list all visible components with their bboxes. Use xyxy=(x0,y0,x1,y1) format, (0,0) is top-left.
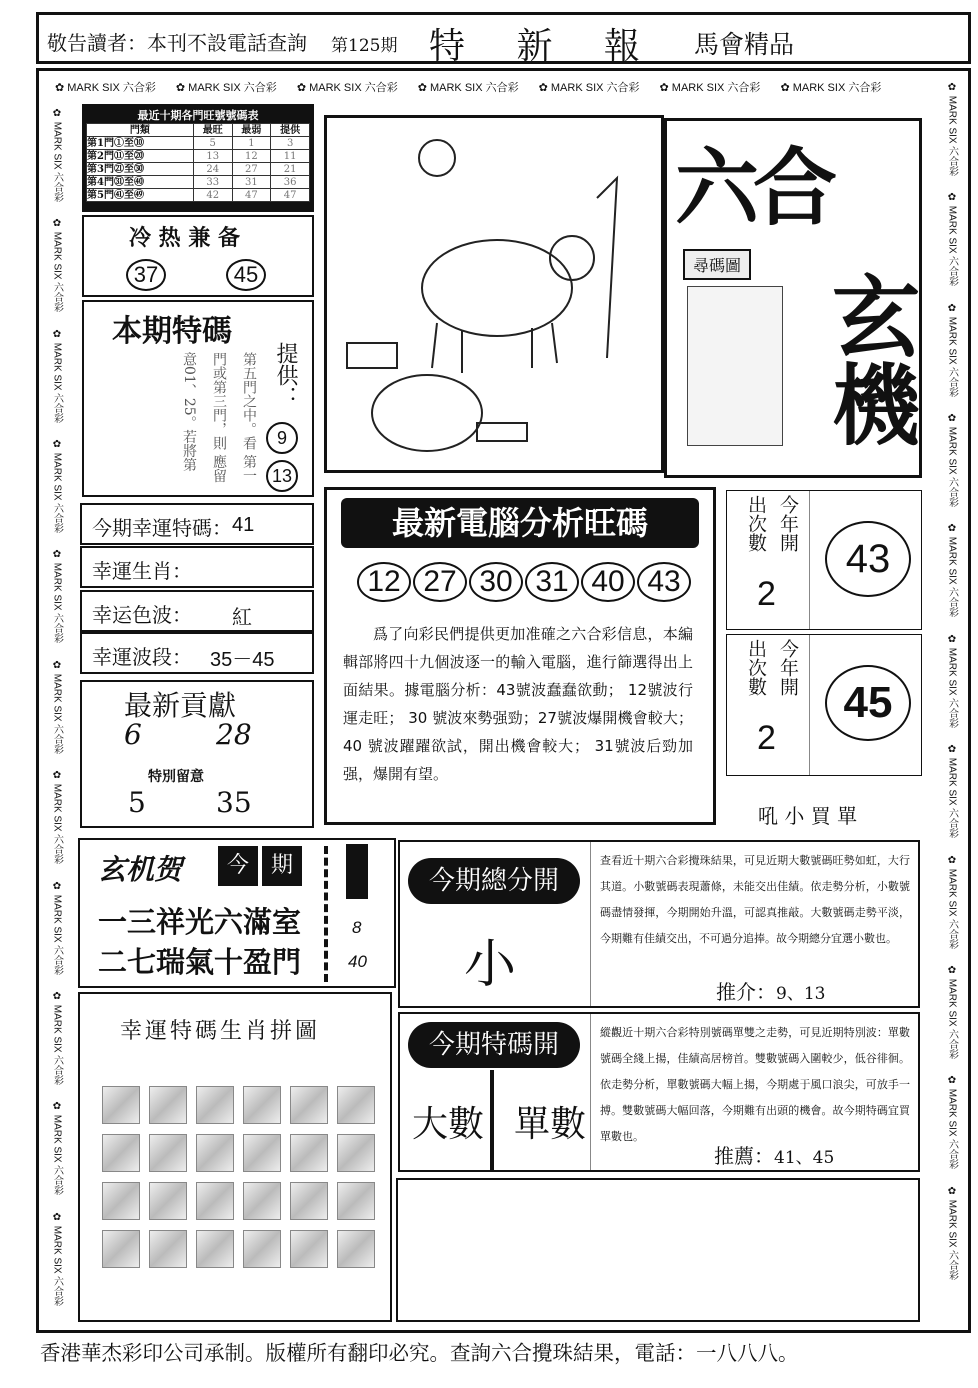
hot-cold-number: 45 xyxy=(226,259,266,291)
column-header: 門類 xyxy=(87,124,194,137)
computer-number: 43 xyxy=(637,562,691,602)
total-label: 今期總分開 xyxy=(408,858,580,904)
mark-six-logo: ✿ MARK SIX 六合彩 xyxy=(946,413,958,508)
mark-six-logo: ✿ MARK SIX 六合彩 xyxy=(51,1211,63,1306)
column-header: 最弱 xyxy=(232,124,271,137)
border-strip-right xyxy=(935,74,969,1324)
computer-number: 30 xyxy=(469,562,523,602)
border-strip-left xyxy=(40,100,74,1325)
table-cell: 33 xyxy=(193,176,232,189)
table-cell: 47 xyxy=(232,189,271,202)
puzzle-tile xyxy=(290,1086,328,1124)
poem-title: 玄机贺 xyxy=(98,853,183,886)
mark-six-logo: ✿ MARK SIX 六合彩 xyxy=(175,82,277,94)
puzzle-tile xyxy=(149,1230,187,1268)
lucky-row xyxy=(80,632,314,674)
blank-box xyxy=(396,1178,920,1322)
contribution-value: 28 xyxy=(216,718,252,751)
computer-analysis-box xyxy=(324,487,716,825)
puzzle-tile xyxy=(337,1230,375,1268)
year-count-box xyxy=(726,634,922,776)
side-number: 40 xyxy=(348,952,367,971)
table-row xyxy=(87,137,310,150)
divider xyxy=(809,491,810,629)
poem-box xyxy=(78,838,396,988)
puzzle-tile xyxy=(102,1230,140,1268)
contribution-value: 35 xyxy=(216,786,252,819)
mark-six-logo: ✿ MARK SIX 六合彩 xyxy=(51,328,63,424)
special-text: 第五門之中。看 第一門或第三門，則 應留意01、25。若將第 xyxy=(181,352,257,483)
table-cell: 第1門①至⑩ xyxy=(87,137,194,150)
puzzle-tile xyxy=(243,1086,281,1124)
puzzle-tile xyxy=(290,1182,328,1220)
table-cell: 24 xyxy=(193,163,232,176)
divider xyxy=(590,1014,591,1170)
table-cell: 36 xyxy=(271,176,310,189)
puzzle-tile xyxy=(149,1182,187,1220)
poem-line: 二七瑞氣十盈門 xyxy=(98,945,302,979)
special-open-box xyxy=(398,1012,920,1172)
lucky-value: 41 xyxy=(232,514,255,536)
mark-six-logo: ✿ MARK SIX 六合彩 xyxy=(417,82,519,94)
poem-badge: 今 xyxy=(218,846,258,886)
table-cell: 第5門㊶至㊾ xyxy=(87,189,194,202)
recommend-value: 9、13 xyxy=(776,984,826,1004)
table-cell: 5 xyxy=(193,137,232,150)
table-cell: 12 xyxy=(232,150,271,163)
puzzle-tile xyxy=(337,1182,375,1220)
mark-six-logo: ✿ MARK SIX 六合彩 xyxy=(659,82,761,94)
footer: 香港華杰彩印公司承制。版權所有翻印必究。查詢六合攪珠結果，電話：一八八八。 xyxy=(40,1341,799,1365)
table-cell: 13 xyxy=(193,150,232,163)
recommend xyxy=(716,976,825,1005)
notice: 敬告讀者：本刊不設電話查詢 xyxy=(47,31,307,55)
mark-six-logo: ✿ MARK SIX 六合彩 xyxy=(51,1101,63,1196)
year-number: 43 xyxy=(825,521,911,597)
special-open-text: 縱觀近十期六合彩特別號碼單雙之走勢，可見近期特別波：單數號碼全綫上揚，佳績高居榜首。雙數號碼入圍較少，低谷徘徊。依走勢分析，單數號碼大幅上揚，今期處于風口浪尖，可放手一搏。雙數號碼大幅回落，今期難有出頭的機會。故今期特碼宜買單數也。 xyxy=(600,1026,910,1143)
mark-six-logo: ✿ MARK SIX 六合彩 xyxy=(946,1185,958,1280)
year-label: 今年開 xyxy=(777,639,799,696)
table-cell: 21 xyxy=(271,163,310,176)
mark-six-logo: ✿ MARK SIX 六合彩 xyxy=(946,302,958,398)
mark-six-logo: ✿ MARK SIX 六合彩 xyxy=(296,82,398,94)
puzzle-tile xyxy=(196,1230,234,1268)
year-count-box xyxy=(726,490,922,630)
puzzle-box xyxy=(78,992,392,1322)
table-cell: 42 xyxy=(193,189,232,202)
divider xyxy=(324,846,328,982)
year-label: 出次數 xyxy=(745,495,767,552)
recommend-label: 推薦： xyxy=(714,1144,774,1168)
mark-six-logo: ✿ MARK SIX 六合彩 xyxy=(946,854,958,949)
lucky-row xyxy=(80,590,314,632)
puzzle-tile xyxy=(149,1134,187,1172)
year-count: 2 xyxy=(757,575,776,613)
puzzle-tile xyxy=(243,1134,281,1172)
paper-subtitle: 馬會精品 xyxy=(694,30,795,59)
mark-six-logo: ✿ MARK SIX 六合彩 xyxy=(51,218,63,313)
total-value: 小 xyxy=(464,935,517,995)
table-row xyxy=(87,163,310,176)
liuhe-xuanji-box xyxy=(664,118,922,478)
recommend-value: 41、45 xyxy=(774,1148,835,1168)
puzzle-tile xyxy=(102,1086,140,1124)
table-cell: 第3門㉑至㉚ xyxy=(87,163,194,176)
puzzle-grid xyxy=(102,1086,375,1268)
computer-number: 31 xyxy=(525,562,579,602)
mark-six-logo: ✿ MARK SIX 六合彩 xyxy=(538,82,640,94)
mark-six-logo: ✿ MARK SIX 六合彩 xyxy=(51,108,63,203)
computer-title: 最新電腦分析旺碼 xyxy=(341,498,699,548)
table-cell: 第4門㉛至㊵ xyxy=(87,176,194,189)
table-cell: 31 xyxy=(232,176,271,189)
computer-text: 爲了向彩民們提供更加准確之六合彩信息，本編輯部將四十九個波逐一的輸入電腦，進行篩選得出上面結果。據電腦分析：43號波蠢蠢欲動； 12號波行運走旺； 30 號波來勢强勁；27號波爆開機會較大； 40 號波躍躍欲試，開出機會較大； 31號波后勁加强，爆開有望。 xyxy=(343,625,693,783)
contribution-value: 6 xyxy=(124,718,142,751)
puzzle-tile xyxy=(196,1086,234,1124)
computer-number: 40 xyxy=(581,562,635,602)
year-count: 2 xyxy=(757,719,776,757)
hot-number-table xyxy=(82,104,314,212)
lucky-label: 幸运色波： xyxy=(92,603,192,627)
table xyxy=(86,123,310,202)
special-title: 本期特碼 xyxy=(112,314,232,349)
recommend-label: 推介： xyxy=(716,980,776,1004)
lucky-row xyxy=(80,546,314,588)
lucky-label: 幸運波段： xyxy=(92,645,192,669)
table-row xyxy=(87,150,310,163)
buy-title: 吼 小 買 單 xyxy=(758,804,858,828)
mark-six-logo: ✿ MARK SIX 六合彩 xyxy=(946,523,958,618)
special-number-box xyxy=(82,300,314,497)
year-label: 今年開 xyxy=(777,495,799,552)
xuanji-title-1: 六合 xyxy=(675,138,832,237)
mark-six-logo: ✿ MARK SIX 六合彩 xyxy=(780,82,882,94)
contribution-value: 5 xyxy=(128,786,146,819)
recommend xyxy=(714,1140,834,1169)
table-cell: 3 xyxy=(271,137,310,150)
mark-six-logo: ✿ MARK SIX 六合彩 xyxy=(51,439,63,534)
table-cell: 11 xyxy=(271,150,310,163)
mark-six-logo: ✿ MARK SIX 六合彩 xyxy=(51,549,63,644)
puzzle-tile xyxy=(149,1086,187,1124)
puzzle-tile xyxy=(243,1182,281,1220)
contribution-title: 最新貢獻 xyxy=(124,689,237,722)
special-open-value: 單數 xyxy=(514,1104,587,1145)
table-cell: 1 xyxy=(232,137,271,150)
puzzle-title: 幸運特碼生肖拼圖 xyxy=(120,1019,321,1044)
special-open-label: 今期特碼開 xyxy=(408,1022,580,1068)
computer-numbers xyxy=(357,562,693,602)
puzzle-tile xyxy=(290,1134,328,1172)
border-strip-top xyxy=(45,74,925,100)
mark-six-logo: ✿ MARK SIX 六合彩 xyxy=(51,770,63,865)
mark-six-logo: ✿ MARK SIX 六合彩 xyxy=(946,1075,958,1170)
total-text: 查看近十期六合彩攪珠結果，可見近期大數號碼旺勢如虹，大行其道。小數號碼表現蕭條，未能交出佳績。依走勢分析，小數號碼盡情發揮，今期開始升溫，可認真推敲。大數號碼走勢平淡，今期難有佳績交出，不可過分追捧。故今期總分宜選小數也。 xyxy=(600,854,910,945)
pig-drawing-icon xyxy=(327,118,661,470)
mark-six-logo: ✿ MARK SIX 六合彩 xyxy=(946,964,958,1060)
lucky-row xyxy=(80,503,314,545)
hot-cold-title: 冷 热 兼 备 xyxy=(129,225,240,251)
total-box xyxy=(398,840,920,1008)
puzzle-tile xyxy=(243,1230,281,1268)
divider xyxy=(590,842,591,1006)
mark-six-logo: ✿ MARK SIX 六合彩 xyxy=(51,880,63,975)
puzzle-tile xyxy=(102,1134,140,1172)
puzzle-tile xyxy=(290,1230,328,1268)
column-header: 提供 xyxy=(271,124,310,137)
lucky-value: 35－45 xyxy=(210,649,275,671)
table-title: 最近十期各門旺號號碼表 xyxy=(137,109,259,122)
puzzle-tile xyxy=(196,1182,234,1220)
mark-six-logo: ✿ MARK SIX 六合彩 xyxy=(946,744,958,839)
table-cell: 47 xyxy=(271,189,310,202)
hot-cold-number: 37 xyxy=(126,259,166,291)
table-row xyxy=(87,189,310,202)
masthead xyxy=(36,12,971,67)
puzzle-tile xyxy=(337,1134,375,1172)
table-row xyxy=(87,176,310,189)
provide-label: 提供： xyxy=(273,342,298,408)
hot-cold-box xyxy=(82,215,314,297)
computer-number: 27 xyxy=(413,562,467,602)
table-cell: 第2門⑪至⑳ xyxy=(87,150,194,163)
mark-six-logo: ✿ MARK SIX 六合彩 xyxy=(946,192,958,287)
column-header: 最旺 xyxy=(193,124,232,137)
lucky-label: 幸運生肖： xyxy=(92,559,192,583)
side-number: 8 xyxy=(352,918,362,937)
mark-six-logo: ✿ MARK SIX 六合彩 xyxy=(55,82,156,94)
puzzle-tile xyxy=(102,1182,140,1220)
year-label: 出次數 xyxy=(745,639,767,696)
poem-badge: 期 xyxy=(262,846,302,886)
lucky-value: 紅 xyxy=(232,607,252,629)
year-number: 45 xyxy=(825,665,911,741)
poem-line: 一三祥光六滿室 xyxy=(98,905,302,939)
xuanji-tag: 尋碼圖 xyxy=(683,249,751,280)
xuanji-title-2: 玄機 xyxy=(818,271,922,447)
mark-six-logo: ✿ MARK SIX 六合彩 xyxy=(946,633,958,729)
computer-number: 12 xyxy=(357,562,411,602)
mark-six-logo: ✿ MARK SIX 六合彩 xyxy=(946,82,958,177)
pig-illustration xyxy=(324,115,664,473)
special-open-value: 大數 xyxy=(412,1104,485,1145)
puzzle-tile xyxy=(337,1086,375,1124)
table-cell: 27 xyxy=(232,163,271,176)
scroll-image xyxy=(687,286,783,446)
paper-title: 特 新 報 xyxy=(429,26,660,67)
special-number: 13 xyxy=(266,460,298,492)
divider xyxy=(809,635,810,775)
divider xyxy=(490,1070,494,1170)
mark-six-logo: ✿ MARK SIX 六合彩 xyxy=(51,659,63,755)
special-number: 9 xyxy=(266,422,298,454)
side-block xyxy=(346,844,368,899)
issue-number: 第125期 xyxy=(331,36,398,56)
puzzle-tile xyxy=(196,1134,234,1172)
contribution-box xyxy=(80,680,314,828)
lucky-label: 今期幸運特碼： xyxy=(92,516,232,540)
mark-six-logo: ✿ MARK SIX 六合彩 xyxy=(51,990,63,1086)
contribution-subtitle: 特別留意 xyxy=(148,769,204,785)
